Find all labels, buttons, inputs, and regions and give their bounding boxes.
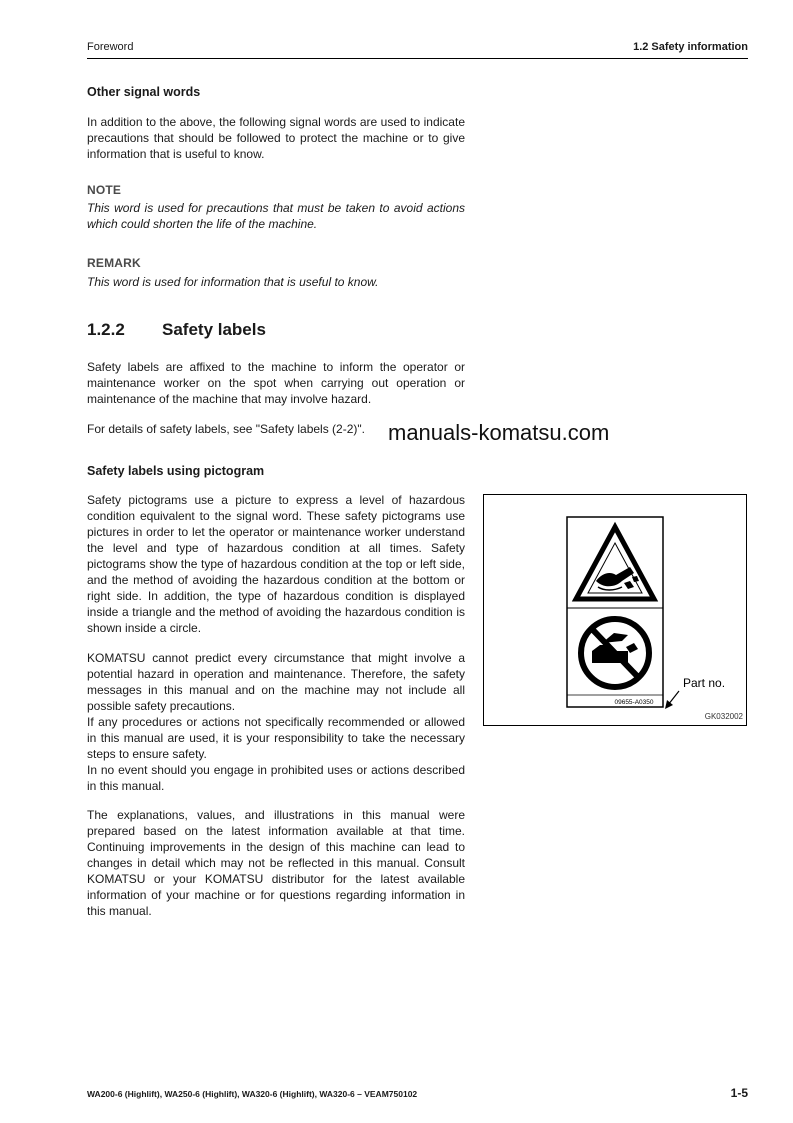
remark-label: REMARK — [87, 256, 141, 270]
section-title: Safety labels — [162, 320, 266, 339]
pictogram-heading: Safety labels using pictogram — [87, 464, 265, 478]
other-signal-words-intro — [87, 114, 465, 162]
part-number-text: 09655-A0350 — [614, 699, 654, 706]
pictogram-paragraph-2c: In no event should you engage in prohibited uses or actions described in this manual. — [87, 763, 465, 793]
remark-text — [87, 274, 465, 290]
other-signal-words-heading: Other signal words — [87, 85, 201, 99]
page-number: 1-5 — [730, 1086, 748, 1100]
pictogram-para-2 — [87, 650, 465, 794]
section-paragraph-2: For details of safety labels, see "Safety labels (2-2)". — [87, 422, 365, 436]
header-section: 1.2 Safety information — [633, 41, 748, 53]
note-paragraph: This word is used for precautions that must be taken to avoid actions which could shorten the life of the machine. — [87, 201, 465, 231]
remark-paragraph: This word is used for information that is useful to know. — [87, 275, 379, 289]
pictogram-paragraph-2b: If any procedures or actions not specifically recommended or allowed in this manual are used, it is your responsibility to take the necessary steps to ensure safety. — [87, 715, 465, 761]
header-divider — [87, 58, 748, 59]
pictogram-figure — [483, 494, 747, 726]
section-para-1 — [87, 359, 465, 407]
intro-paragraph: In addition to the above, the following signal words are used to indicate precautions that should be followed to protect the machine or to give information that is useful to know. — [87, 115, 465, 161]
footer-models: WA200-6 (Highlift), WA250-6 (Highlift), WA320-6 (Highlift), WA320-6 – VEAM750102 — [87, 1089, 418, 1099]
header-chapter: Foreword — [87, 41, 134, 53]
note-text — [87, 200, 465, 232]
section-number: 1.2.2 — [87, 320, 125, 339]
part-no-label: Part no. — [683, 676, 726, 690]
safety-label-illustration — [484, 495, 746, 725]
leader-arrow-icon — [665, 700, 673, 709]
figure-code: GK032002 — [704, 712, 743, 721]
watermark: manuals-komatsu.com — [388, 420, 610, 445]
pictogram-para-3 — [87, 807, 465, 919]
pictogram-paragraph-1: Safety pictograms use a picture to express a level of hazardous condition equivalent to the signal word. These safety pictograms use pictures in order to let the operator or maintenance worker understand the level and type of hazardous condition at all times. Safety pictograms show the type of hazardous condition at the top or left side, and the method of avoiding the hazardous condition at the bottom or right side. In addition, the type of hazardous condition is displayed inside a triangle and the method of avoiding the hazardous condition is shown inside a circle. — [87, 493, 465, 635]
pictogram-paragraph-3: The explanations, values, and illustrations in this manual were prepared based on the latest information available at that time. Continuing improvements in the design of this machine can lead to changes in detail which may not be reflected in this manual. Consult KOMATSU or your KOMATSU distributor for the latest available information of your machine or for questions regarding information in this manual. — [87, 808, 465, 918]
note-label: NOTE — [87, 183, 122, 197]
section-para-2 — [87, 421, 387, 437]
pictogram-paragraph-2a: KOMATSU cannot predict every circumstance that might involve a potential hazard in operation and maintenance. Therefore, the safety messages in this manual and on the machine may not include all possible safety precautions. — [87, 651, 465, 713]
section-paragraph-1: Safety labels are affixed to the machine to inform the operator or maintenance worker on the spot when carrying out operation or maintenance of the machine that may involve hazard. — [87, 360, 465, 406]
prohibition-circle-icon — [581, 619, 649, 687]
pictogram-para-1 — [87, 492, 465, 636]
